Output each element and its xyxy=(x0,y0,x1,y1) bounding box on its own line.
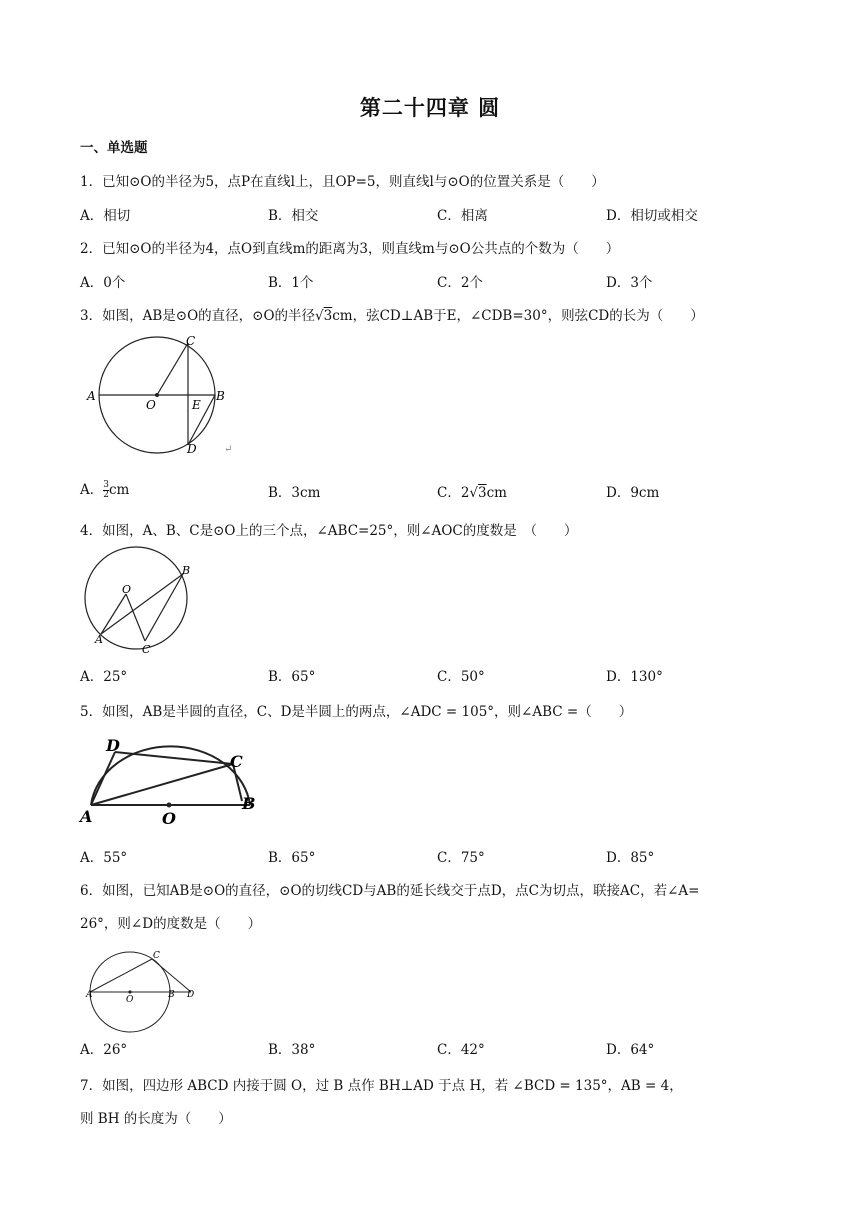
q6-label-d: D xyxy=(187,990,195,1000)
q6-option-a: A．26° xyxy=(80,1042,128,1058)
q4-label-b: B xyxy=(182,564,191,577)
question-6-stem-line-2: 26°，则∠D的度数是（ ） xyxy=(80,916,262,932)
q2-option-b: B．1个 xyxy=(268,275,314,291)
sqrt-sign: √ xyxy=(469,485,479,501)
q4-label-c: C xyxy=(142,643,151,656)
q1-option-c: C．相离 xyxy=(437,208,488,224)
q3-sqrt-value: 3 xyxy=(323,308,333,324)
q4-option-a: A．25° xyxy=(80,669,128,685)
section-heading: 一、单选题 xyxy=(80,140,148,156)
q3-label-a: A xyxy=(87,389,96,403)
q3-option-c-unit: cm xyxy=(486,485,507,501)
q3-option-a-prefix: A． xyxy=(80,482,104,498)
q6-label-b: B xyxy=(168,990,175,1000)
q6-label-o: O xyxy=(126,995,134,1005)
q6-option-c: C．42° xyxy=(437,1042,485,1058)
q5-option-b: B．65° xyxy=(268,850,316,866)
q2-option-d: D．3个 xyxy=(606,275,653,291)
question-7-stem-line-2: 则 BH 的长度为（ ） xyxy=(80,1111,232,1127)
q5-label-b: B xyxy=(242,794,256,813)
q1-option-d: D．相切或相交 xyxy=(606,208,698,224)
q6-option-d: D．64° xyxy=(606,1042,655,1058)
q3-figure xyxy=(84,333,244,463)
q5-option-d: D．85° xyxy=(606,850,655,866)
q3-option-c-sqrt: 3 xyxy=(478,485,487,501)
q5-label-a: A xyxy=(80,807,93,826)
fraction-numerator: 3 xyxy=(103,480,109,490)
q3-stem-part-b: cm，弦CD⊥AB于E，∠CDB=30°，则弦CD的长为（ ） xyxy=(332,308,704,324)
q2-option-a: A．0个 xyxy=(80,275,126,291)
q3-stem-part-a: 3．如图，AB是⊙O的直径，⊙O的半径 xyxy=(80,308,316,324)
sqrt-sign: √ xyxy=(315,308,324,324)
q5-option-c: C．75° xyxy=(437,850,485,866)
q4-option-d: D．130° xyxy=(606,669,663,685)
q3-option-a-unit: cm xyxy=(108,482,130,498)
q3-label-o: O xyxy=(146,398,156,412)
q1-option-a: A．相切 xyxy=(80,208,131,224)
q5-label-d: D xyxy=(106,736,120,755)
q3-option-c-prefix: C．2 xyxy=(437,485,470,501)
q3-label-b: B xyxy=(216,389,225,403)
q5-option-a: A．55° xyxy=(80,850,128,866)
q4-label-o: O xyxy=(122,583,132,596)
q5-figure xyxy=(80,735,270,830)
q4-label-a: A xyxy=(95,633,103,646)
q3-option-a xyxy=(80,478,129,500)
q1-option-b: B．相交 xyxy=(268,208,319,224)
q6-figure xyxy=(86,948,206,1023)
question-2-stem: 2．已知⊙O的半径为4，点O到直线m的距离为3，则直线m与⊙O公共点的个数为（ ） xyxy=(80,241,620,257)
question-3-stem xyxy=(80,304,704,324)
question-4-stem: 4．如图，A、B、C是⊙O上的三个点，∠ABC=25°，则∠AOC的度数是 （ ） xyxy=(80,523,578,539)
q3-option-d: D．9cm xyxy=(606,485,660,501)
q4-option-c: C．50° xyxy=(437,669,485,685)
q6-option-b: B．38° xyxy=(268,1042,316,1058)
q5-label-o: O xyxy=(162,809,176,828)
fraction-denominator: 2 xyxy=(103,490,109,500)
q3-label-e: E xyxy=(192,398,201,412)
q4-figure xyxy=(88,544,198,659)
q6-label-c: C xyxy=(153,951,160,961)
q3-label-c: C xyxy=(186,334,196,348)
q4-option-b: B．65° xyxy=(268,669,316,685)
question-6-stem-line-1: 6．如图，已知AB是⊙O的直径，⊙O的切线CD与AB的延长线交于点D，点C为切点，联接AC，若∠A= xyxy=(80,883,700,899)
q2-option-c: C．2个 xyxy=(437,275,483,291)
page-title: 第二十四章 圆 xyxy=(359,96,501,120)
question-5-stem: 5．如图，AB是半圆的直径，C、D是半圆上的两点，∠ADC = 105°，则∠ABC =（ ） xyxy=(80,704,633,720)
q3-label-d: D xyxy=(187,442,197,456)
q5-label-c: C xyxy=(230,752,243,771)
q3-option-b: B．3cm xyxy=(268,485,321,501)
question-1-stem: 1．已知⊙O的半径为5，点P在直线l上，且OP=5，则直线l与⊙O的位置关系是（ ） xyxy=(80,174,605,190)
question-7-stem-line-1: 7．如图，四边形 ABCD 内接于圆 O，过 B 点作 BH⊥AD 于点 H，若 ∠BCD = 135°，AB = 4， xyxy=(80,1078,683,1094)
q6-label-a: A xyxy=(86,990,93,1000)
q3-return-mark: ↵ xyxy=(224,444,233,455)
q3-option-c xyxy=(437,481,507,501)
